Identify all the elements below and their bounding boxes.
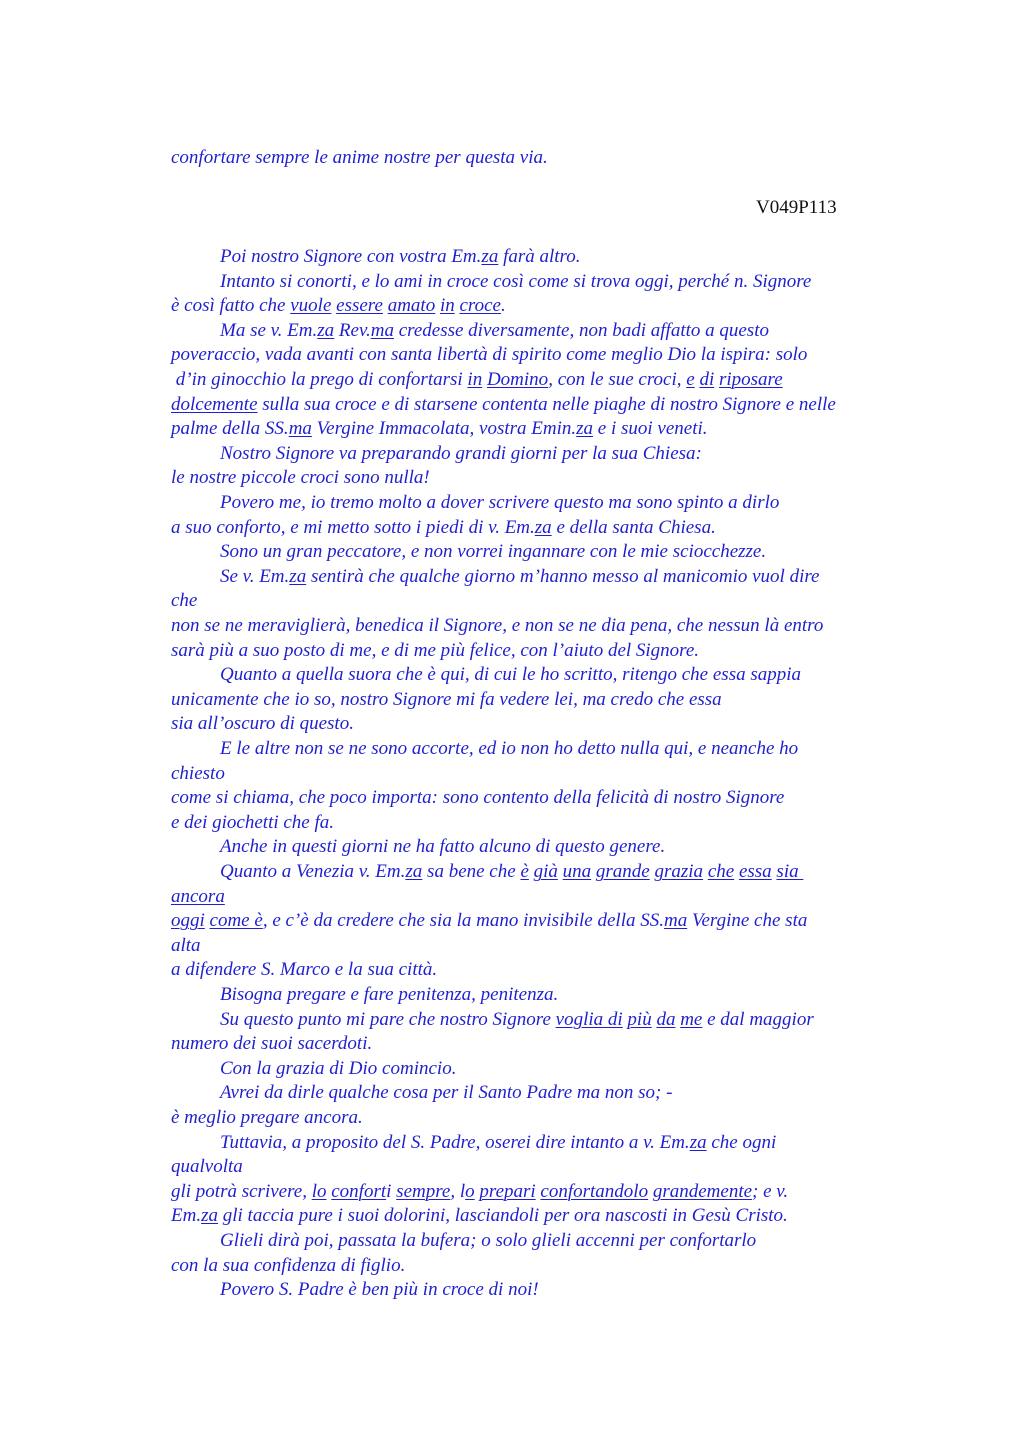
underlined-text: ancora: [171, 885, 225, 907]
underlined-text: essa: [738, 861, 772, 882]
underlined-text: dolcemente: [171, 393, 258, 415]
text-segment: , l: [450, 1180, 466, 1202]
underlined-text: o: [465, 1180, 475, 1202]
underlined-text: grande: [595, 861, 650, 882]
underlined-text: sia: [776, 861, 804, 882]
text-segment: .: [500, 295, 506, 317]
text-line: [171, 712, 354, 736]
underlined-text: grazia: [654, 861, 704, 882]
text-line: [220, 1008, 814, 1032]
text-line: [171, 762, 225, 786]
text-line: [220, 663, 801, 687]
text-line: [171, 393, 836, 417]
text-segment: poveraccio, vada avanti con santa libertà di spirito come meglio Dio la ispira: solo: [171, 344, 808, 366]
underlined-text: essere: [336, 295, 383, 317]
text-line: [220, 1229, 756, 1253]
text-segment: a suo conforto, e mi metto sotto i piedi di v. Em.: [171, 516, 535, 538]
text-segment: Glieli dirà poi, passata la bufera; o solo glieli accenni per confortarlo: [220, 1230, 757, 1251]
text-line: [171, 934, 201, 958]
text-line: [171, 688, 722, 712]
text-line: [220, 442, 702, 466]
underlined-text: più: [627, 1008, 652, 1030]
text-segment: sentirà che qualche giorno m’hanno messo al manicomio vuol dire: [306, 565, 820, 587]
text-segment: e della santa Chiesa.: [551, 516, 716, 538]
underlined-text: di: [699, 369, 715, 390]
underlined-text: voglia di: [555, 1008, 623, 1030]
text-segment: Povero me, io tremo molto a dover scrivere questo ma sono spinto a dirlo: [220, 492, 780, 513]
text-line: [220, 319, 769, 343]
text-segment: numero dei suoi sacerdoti.: [171, 1033, 373, 1055]
text-line: [171, 958, 437, 982]
underlined-text: amato: [387, 295, 436, 317]
text-segment: Rev.: [334, 319, 371, 341]
underlined-text: croce: [459, 295, 501, 317]
underlined-text: confortandolo: [540, 1180, 649, 1202]
text-segment: le nostre piccole croci sono nulla!: [171, 467, 430, 489]
text-line: [171, 343, 807, 367]
text-segment: Quanto a Venezia v. Em.: [220, 861, 406, 882]
underlined-text: za: [289, 565, 307, 587]
text-line: [171, 1180, 788, 1204]
underlined-text: me: [680, 1008, 703, 1030]
text-segment: a difendere S. Marco e la sua città.: [171, 959, 438, 981]
underlined-text: ma: [663, 910, 688, 932]
underlined-text: za: [201, 1205, 218, 1227]
text-segment: Povero S. Padre è ben più in croce di noi!: [220, 1279, 539, 1301]
text-segment: Vergine Immacolata, vostra Emin.: [311, 418, 577, 440]
text-segment: farà altro.: [498, 246, 581, 267]
text-segment: Se v. Em.: [220, 565, 290, 587]
text-line: [171, 614, 823, 638]
text-segment: Avrei da dirle qualche cosa per il Santo Padre ma non so; -: [220, 1082, 673, 1104]
text-line: [220, 835, 665, 859]
underlined-text: Domino: [486, 369, 549, 390]
text-segment: ; e v.: [752, 1180, 789, 1202]
text-line: [171, 909, 807, 933]
underlined-text: è: [520, 861, 529, 882]
text-segment: Anche in questi giorni ne ha fatto alcuno di questo genere.: [220, 836, 666, 858]
text-segment: d’in ginocchio la prego di confortarsi: [171, 369, 468, 390]
text-segment: Nostro Signore va preparando grandi giorni per la sua Chiesa:: [220, 442, 702, 464]
text-segment: E le altre non se ne sono accorte, ed io non ho detto nulla qui, e neanche ho: [220, 738, 799, 759]
text-line: [220, 270, 811, 294]
text-segment: Con la grazia di Dio comincio.: [220, 1057, 457, 1079]
text-segment: Vergine che sta: [687, 910, 808, 932]
text-line: [171, 885, 225, 909]
text-line: [220, 1057, 456, 1081]
text-segment: Intanto si conorti, e lo ami in croce così come si trova oggi, perché n. Signore: [220, 270, 812, 292]
text-line: [171, 294, 506, 318]
underlined-text: sempre: [396, 1180, 451, 1202]
text-segment: palme della SS.: [171, 418, 289, 440]
text-segment: che: [171, 590, 198, 612]
text-line: [171, 811, 334, 835]
underlined-text: grandemente: [652, 1180, 753, 1202]
underlined-text: lo: [311, 1180, 327, 1202]
text-line: [220, 737, 798, 761]
underlined-text: confort: [331, 1180, 387, 1202]
underlined-text: ma: [288, 418, 312, 440]
text-segment: Su questo punto mi pare che nostro Signore: [220, 1008, 556, 1030]
underlined-text: già: [533, 861, 558, 882]
text-line: [171, 639, 699, 663]
text-segment: non se ne meraviglierà, benedica il Signore, e non se ne dia pena, che nessun là entro: [171, 615, 824, 636]
text-line: [220, 540, 766, 564]
text-line: [171, 417, 708, 441]
text-segment: e dal maggior: [702, 1008, 814, 1030]
text-line: [220, 1131, 776, 1155]
text-line: [171, 368, 783, 392]
text-segment: sia all’oscuro di questo.: [171, 713, 354, 735]
underlined-text: za: [534, 516, 552, 538]
text-segment: è meglio pregare ancora.: [171, 1107, 363, 1128]
text-segment: chiesto: [171, 762, 225, 784]
text-segment: alta: [171, 934, 201, 956]
text-line: [171, 589, 197, 613]
underlined-text: za: [689, 1131, 707, 1153]
underlined-text: za: [481, 246, 499, 267]
text-segment: con la sua confidenza di figlio.: [171, 1254, 406, 1276]
text-segment: confortare sempre le anime nostre per questa via.: [171, 147, 548, 168]
page-reference: V049P113: [756, 197, 837, 218]
text-line: [171, 1155, 243, 1179]
text-segment: Sono un gran peccatore, e non vorrei ingannare con le mie sciocchezze.: [220, 541, 767, 563]
text-line: [220, 565, 819, 589]
underlined-text: oggi: [171, 910, 205, 932]
text-segment: che ogni: [706, 1131, 777, 1153]
text-segment: e dei giochetti che fa.: [171, 811, 335, 833]
text-segment: qualvolta: [171, 1156, 243, 1178]
text-segment: Tuttavia, a proposito del S. Padre, oserei dire intanto a v. Em.: [220, 1131, 690, 1153]
underlined-text: riposare: [718, 369, 783, 390]
text-segment: Ma se v. Em.: [220, 319, 318, 341]
text-segment: Bisogna pregare e fare penitenza, penitenza.: [220, 984, 559, 1005]
text-line: [171, 786, 784, 810]
text-segment: gli taccia pure i suoi dolorini, lasciandoli per ora nascosti in Gesù Cristo.: [217, 1205, 788, 1227]
underlined-text: za: [317, 319, 335, 341]
underlined-text: che: [707, 861, 735, 882]
text-line: [171, 466, 430, 490]
underlined-text: za: [405, 861, 423, 882]
underlined-text: in: [467, 369, 483, 390]
text-line: [171, 1254, 405, 1278]
text-segment: , e c’è da credere che sia la mano invisibile della SS.: [262, 910, 664, 932]
text-line: [220, 491, 779, 515]
text-segment: sa bene che: [422, 861, 521, 882]
text-line: [220, 983, 558, 1007]
text-line: [171, 146, 548, 170]
text-line: [220, 1278, 539, 1302]
underlined-text: za: [576, 418, 594, 440]
text-segment: i: [386, 1180, 397, 1202]
underlined-text: e: [686, 369, 695, 390]
underlined-text: da: [656, 1008, 676, 1030]
text-segment: Poi nostro Signore con vostra Em.: [220, 246, 482, 267]
text-line: [220, 245, 581, 269]
text-segment: gli potrà scrivere,: [171, 1180, 312, 1202]
underlined-text: in: [439, 295, 455, 317]
text-line: [171, 1032, 372, 1056]
underlined-text: come è: [209, 910, 263, 932]
text-segment: e i suoi veneti.: [593, 418, 708, 440]
text-segment: Em.: [171, 1205, 202, 1227]
underlined-text: una: [562, 861, 592, 882]
text-segment: Quanto a quella suora che è qui, di cui le ho scritto, ritengo che essa sappia: [220, 664, 802, 686]
underlined-text: ma: [370, 319, 394, 341]
underlined-text: prepari: [479, 1180, 536, 1202]
text-segment: , con le sue croci,: [548, 369, 687, 390]
text-line: [171, 1204, 788, 1228]
text-segment: unicamente che io so, nostro Signore mi fa vedere lei, ma credo che essa: [171, 688, 722, 710]
text-segment: è così fatto che: [171, 295, 291, 317]
underlined-text: vuole: [290, 295, 332, 317]
text-segment: come si chiama, che poco importa: sono contento della felicità di nostro Signore: [171, 787, 785, 809]
text-line: [171, 516, 716, 540]
text-line: [220, 1081, 672, 1105]
text-segment: credesse diversamente, non badi affatto a questo: [393, 319, 769, 341]
text-line: [171, 1106, 363, 1130]
text-line: [220, 860, 803, 884]
text-segment: sulla sua croce e di starsene contenta nelle piaghe di nostro Signore e nelle: [257, 393, 836, 415]
text-segment: sarà più a suo posto di me, e di me più felice, con l’aiuto del Signore.: [171, 639, 700, 661]
